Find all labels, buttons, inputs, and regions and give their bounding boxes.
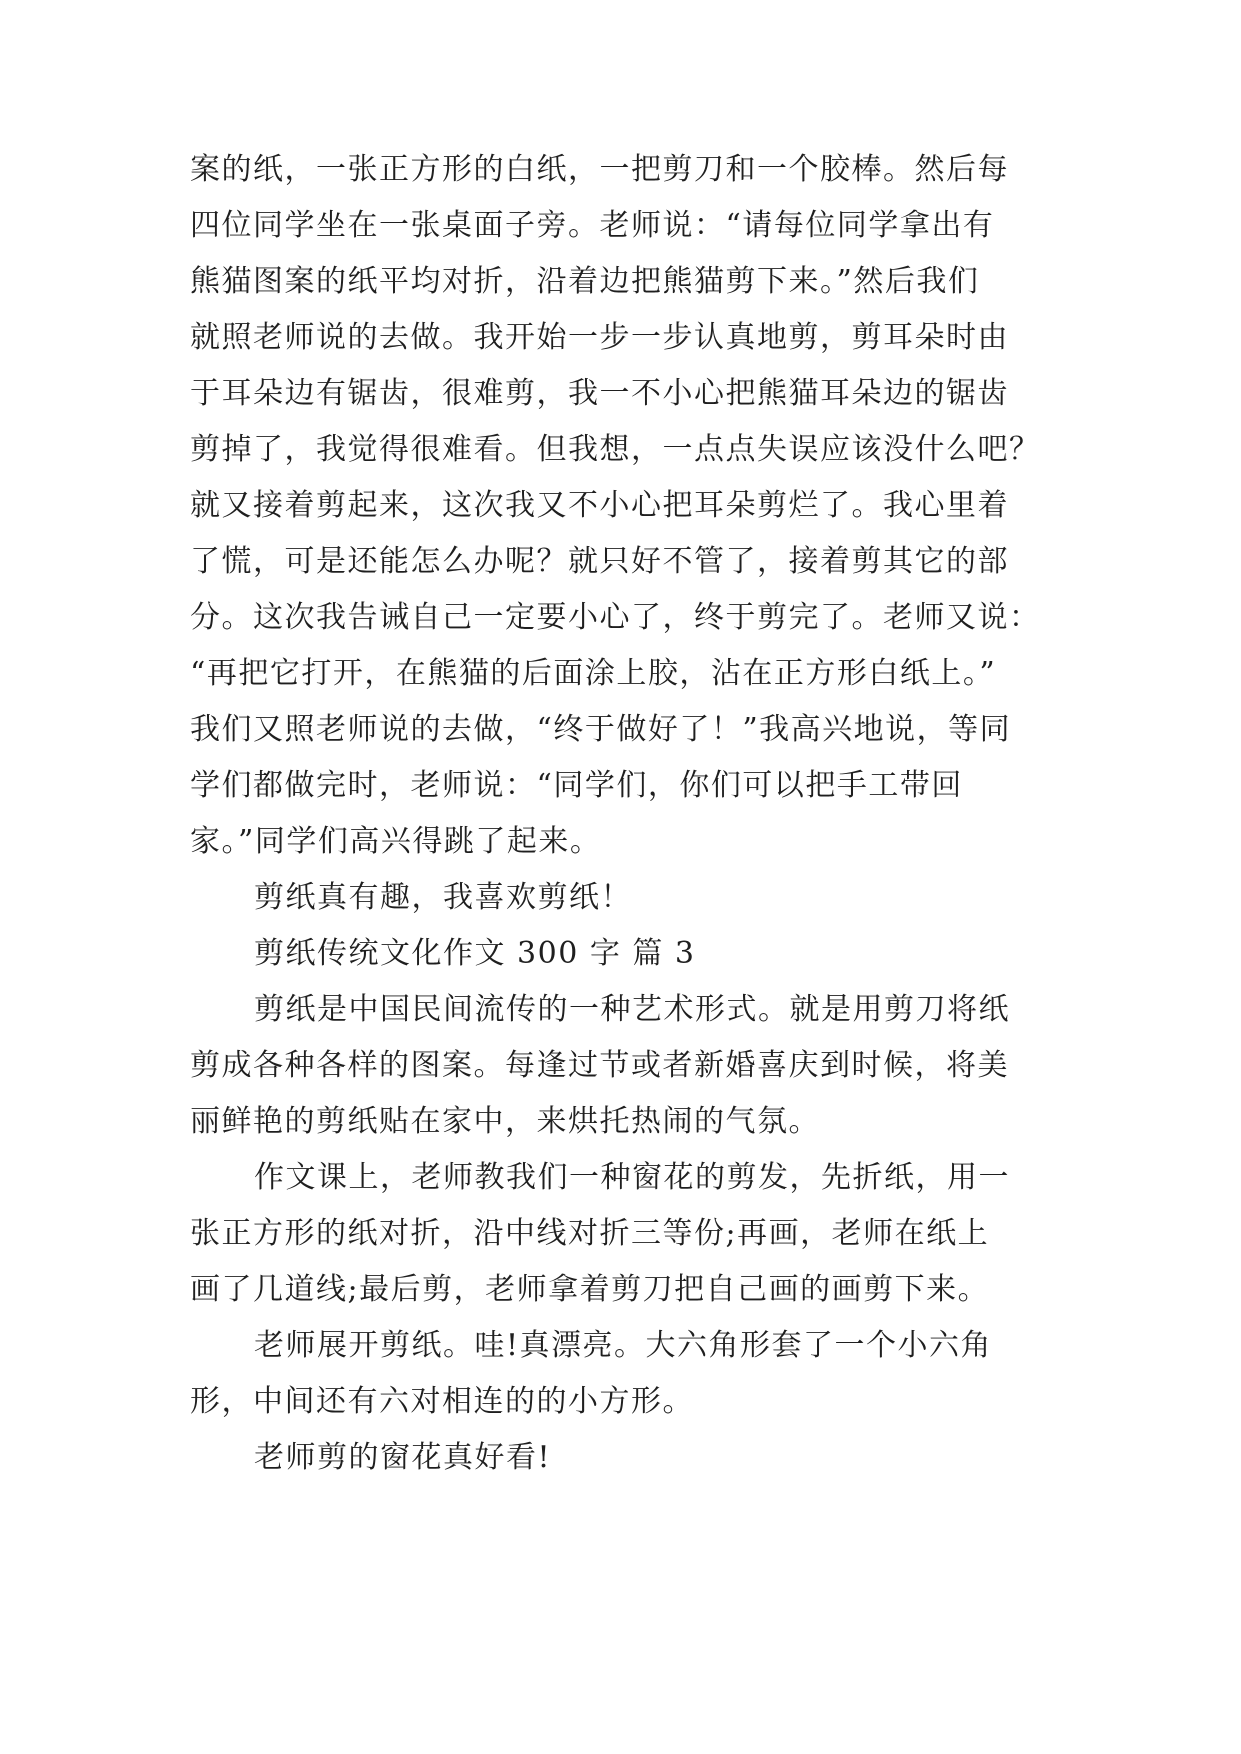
text-line: 老师剪的窗花真好看!: [254, 1440, 552, 1475]
text-line: 就照老师说的去做。我开始一步一步认真地剪，剪耳朵时由: [190, 320, 1009, 355]
text-line: 熊猫图案的纸平均对折，沿着边把熊猫剪下来。”然后我们: [190, 264, 980, 299]
text-line: 丽鲜艳的剪纸贴在家中，来烘托热闹的气氛。: [190, 1104, 820, 1139]
text-line: 剪掉了，我觉得很难看。但我想，一点点失误应该没什么吧？: [190, 432, 1041, 467]
text-line: 了慌，可是还能怎么办呢？就只好不管了，接着剪其它的部: [190, 544, 1009, 579]
text-line: 剪纸是中国民间流传的一种艺术形式。就是用剪刀将纸: [254, 992, 1010, 1027]
text-line: “再把它打开，在熊猫的后面涂上胶，沾在正方形白纸上。”: [190, 656, 997, 691]
text-line: 学们都做完时，老师说：“同学们，你们可以把手工带回: [190, 768, 963, 803]
text-line: 老师展开剪纸。哇!真漂亮。大六角形套了一个小六角: [254, 1328, 993, 1363]
text-line: 我们又照老师说的去做，“终于做好了！”我高兴地说，等同: [190, 712, 1012, 747]
text-line: 四位同学坐在一张桌面子旁。老师说：“请每位同学拿出有: [190, 208, 995, 243]
text-line: 张正方形的纸对折，沿中线对折三等份;再画，老师在纸上: [190, 1216, 990, 1251]
text-line: 剪成各种各样的图案。每逢过节或者新婚喜庆到时候，将美: [190, 1048, 1009, 1083]
text-line: 作文课上，老师教我们一种窗花的剪发，先折纸，用一: [254, 1160, 1010, 1195]
text-line: 于耳朵边有锯齿，很难剪，我一不小心把熊猫耳朵边的锯齿: [190, 376, 1009, 411]
text-line: 就又接着剪起来，这次我又不小心把耳朵剪烂了。我心里着: [190, 488, 1009, 523]
text-line: 分。这次我告诫自己一定要小心了，终于剪完了。老师又说：: [190, 600, 1041, 635]
section-heading: 剪纸传统文化作文 300 字 篇 3: [254, 936, 696, 971]
text-line: 画了几道线;最后剪，老师拿着剪刀把自己画的画剪下来。: [190, 1272, 990, 1307]
text-line: 形，中间还有六对相连的的小方形。: [190, 1384, 694, 1419]
text-line: 家。”同学们高兴得跳了起来。: [190, 824, 602, 859]
text-line: 剪纸真有趣，我喜欢剪纸！: [254, 880, 632, 915]
text-line: 案的纸，一张正方形的白纸，一把剪刀和一个胶棒。然后每: [190, 152, 1009, 187]
